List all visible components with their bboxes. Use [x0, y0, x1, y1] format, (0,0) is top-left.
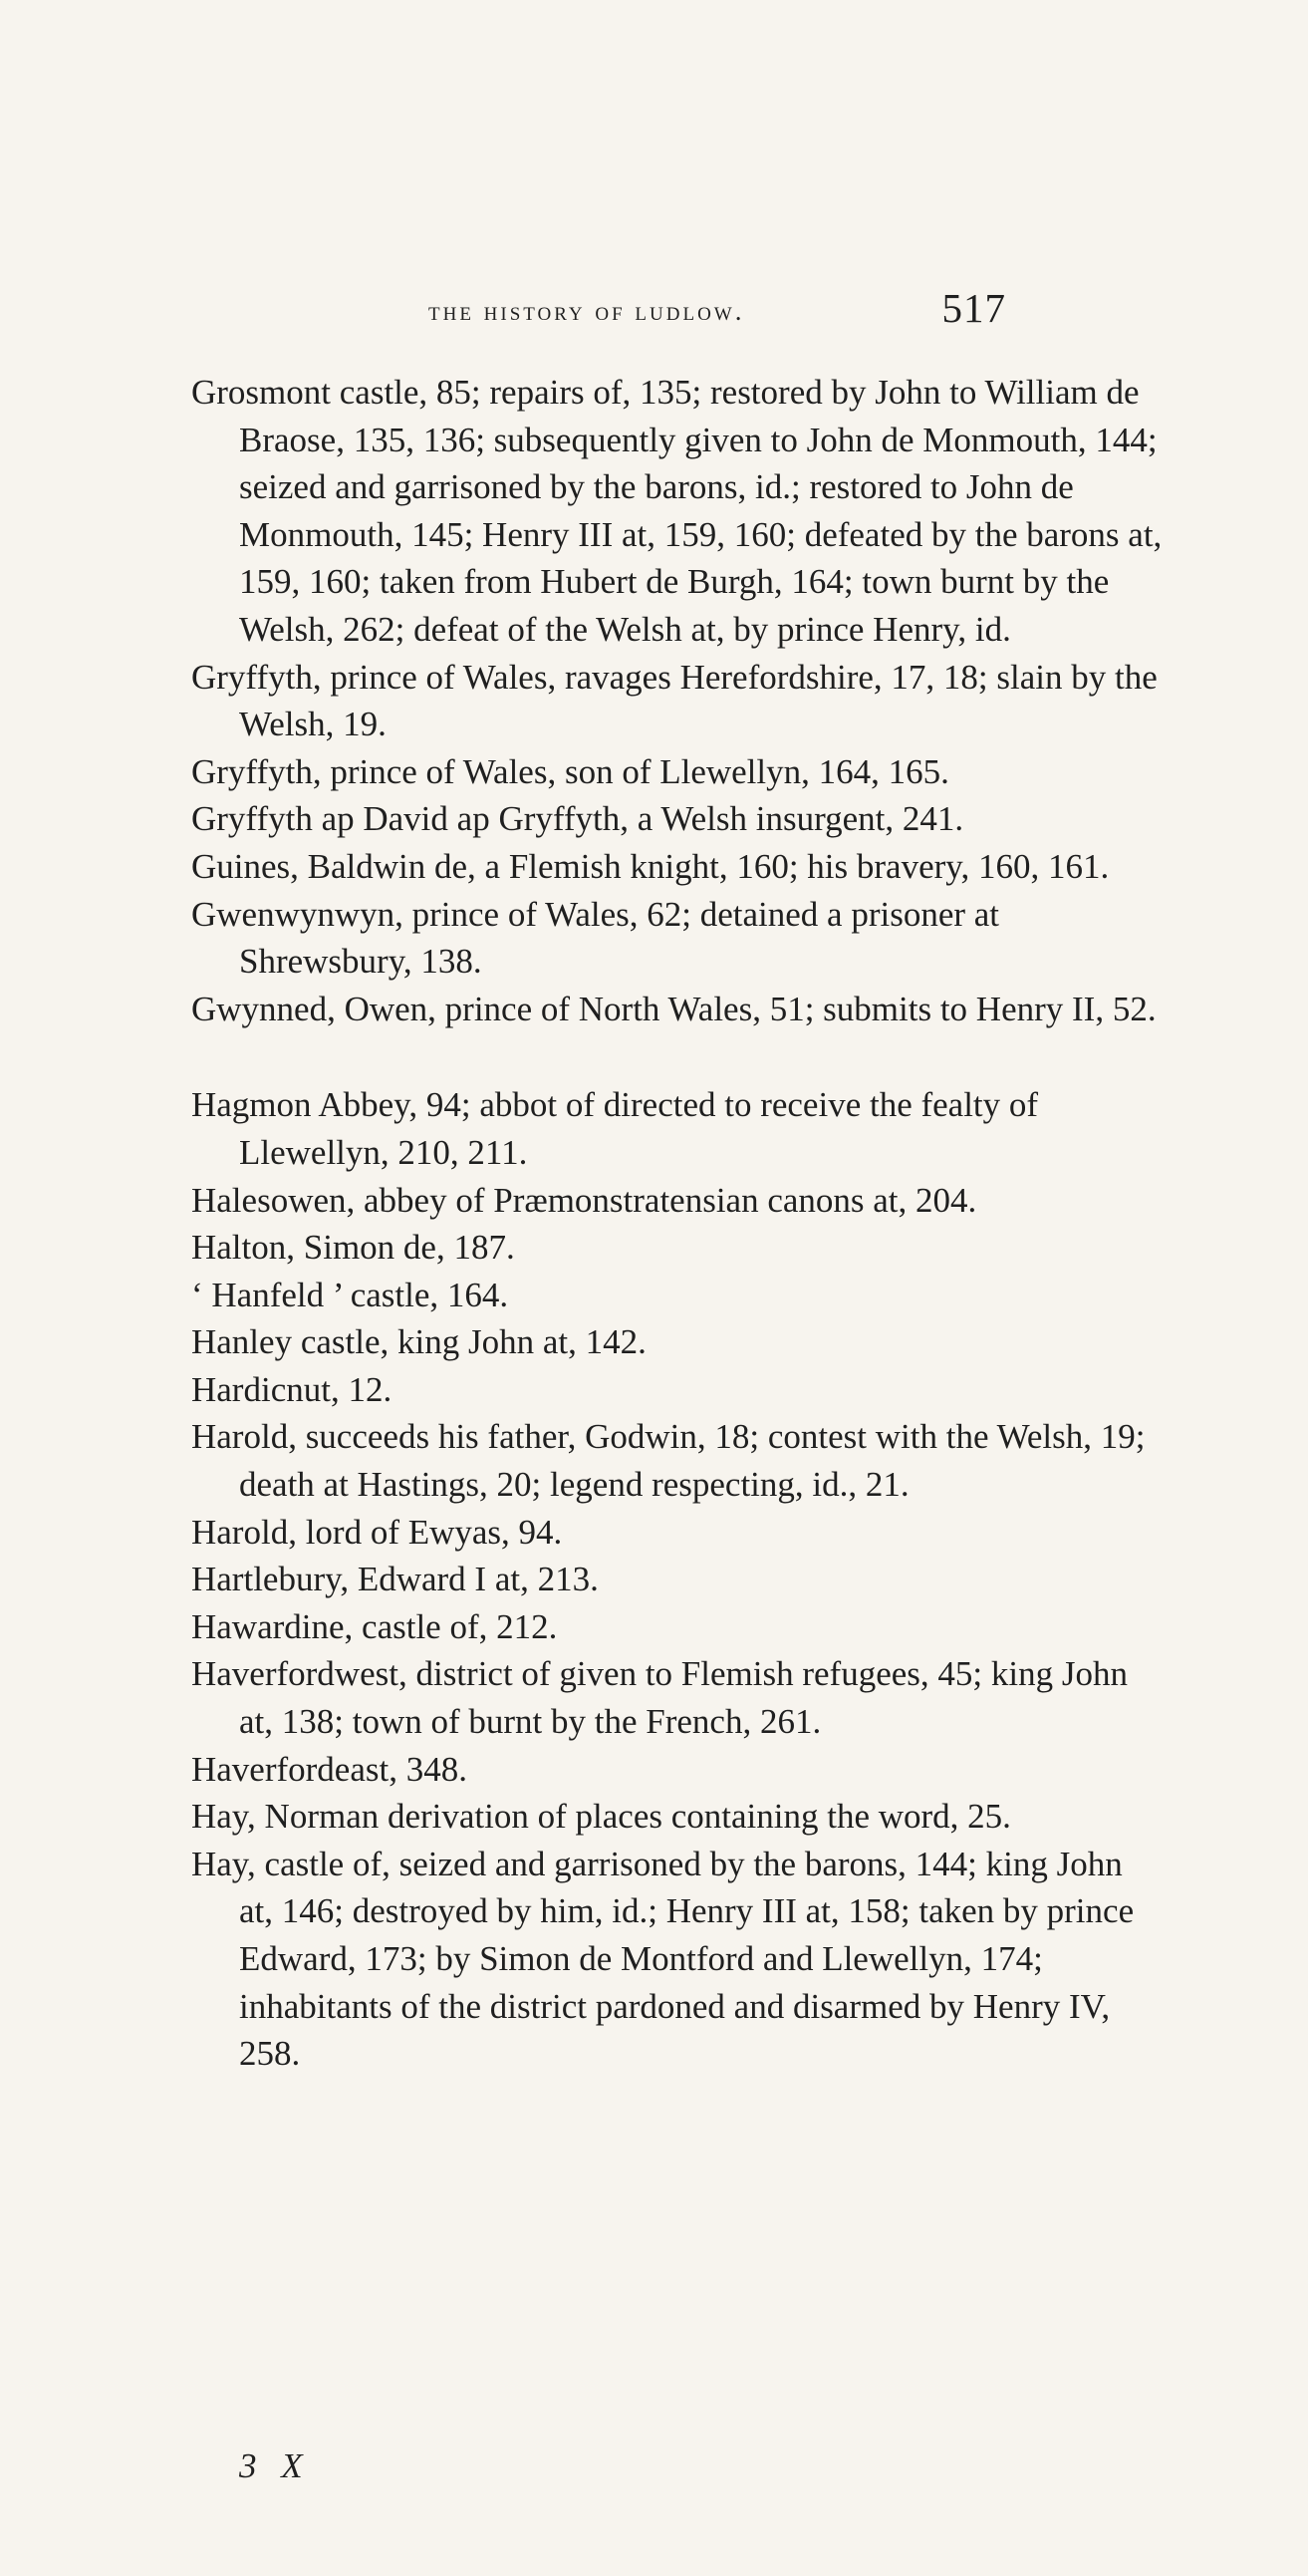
signature-mark: 3 X	[239, 2446, 311, 2485]
index-entry: Halesowen, abbey of Præmonstratensian canons at, 204.	[191, 1180, 977, 1220]
index-entry: Haverfordeast, 348.	[191, 1749, 467, 1789]
index-entry: Hay, Norman derivation of places containing the word, 25.	[191, 1797, 1011, 1837]
index-entry: Gryffyth, prince of Wales, son of Llewellyn, 164, 165.	[191, 751, 949, 791]
index-entry: Harold, succeeds his father, Godwin, 18; contest with the Welsh, 19; death at Hastings, 20; legend respecting, id., 21.	[191, 1417, 1146, 1505]
index-entry: Hanley castle, king John at, 142.	[191, 1322, 647, 1362]
index-entry: Halton, Simon de, 187.	[191, 1228, 515, 1268]
index-entry: Gwynned, Owen, prince of North Wales, 51; submits to Henry II, 52.	[191, 989, 1157, 1028]
page-number: 517	[941, 285, 1006, 331]
index-entry: Hagmon Abbey, 94; abbot of directed to receive the fealty of Llewellyn, 210, 211.	[191, 1085, 1039, 1172]
index-entries	[191, 369, 1163, 2078]
running-title: the history of ludlow.	[428, 296, 745, 326]
index-entry: Hay, castle of, seized and garrisoned by the barons, 144; king John at, 146; destroyed by him, id.; Henry III at, 158; taken by prince Edward, 173; by Simon de Montford and Llewellyn, 174; inhabitants of the district pardoned and disarmed by Henry IV, 258.	[191, 1844, 1135, 2074]
index-entry: Guines, Baldwin de, a Flemish knight, 160; his bravery, 160, 161.	[191, 846, 1110, 886]
index-entry: Hartlebury, Edward I at, 213.	[191, 1560, 599, 1599]
section-gap	[191, 1032, 1163, 1081]
index-entry: Harold, lord of Ewyas, 94.	[191, 1512, 563, 1552]
index-entry: ‘ Hanfeld ’ castle, 164.	[191, 1275, 509, 1314]
index-entry: Grosmont castle, 85; repairs of, 135; restored by John to William de Braose, 135, 136; subsequently given to John de Monmouth, 144; seized and garrisoned by the barons, id.; restored to John de Monmouth, 145; Henry III at, 159, 160; defeated by the barons at, 159, 160; taken from Hubert de Burgh, 164; town burnt by the Welsh, 262; defeat of the Welsh at, by prince Henry, id.	[191, 373, 1163, 649]
index-entry: Hardicnut, 12.	[191, 1369, 392, 1409]
index-entry: Hawardine, castle of, 212.	[191, 1606, 558, 1646]
running-head	[428, 284, 1006, 334]
index-entry: Gwenwynwyn, prince of Wales, 62; detained a prisoner at Shrewsbury, 138.	[191, 894, 1000, 982]
index-entry: Gryffyth ap David ap Gryffyth, a Welsh insurgent, 241.	[191, 799, 964, 839]
index-entry: Haverfordwest, district of given to Flemish refugees, 45; king John at, 138; town of burnt by the French, 261.	[191, 1654, 1128, 1742]
index-entry: Gryffyth, prince of Wales, ravages Herefordshire, 17, 18; slain by the Welsh, 19.	[191, 657, 1158, 744]
